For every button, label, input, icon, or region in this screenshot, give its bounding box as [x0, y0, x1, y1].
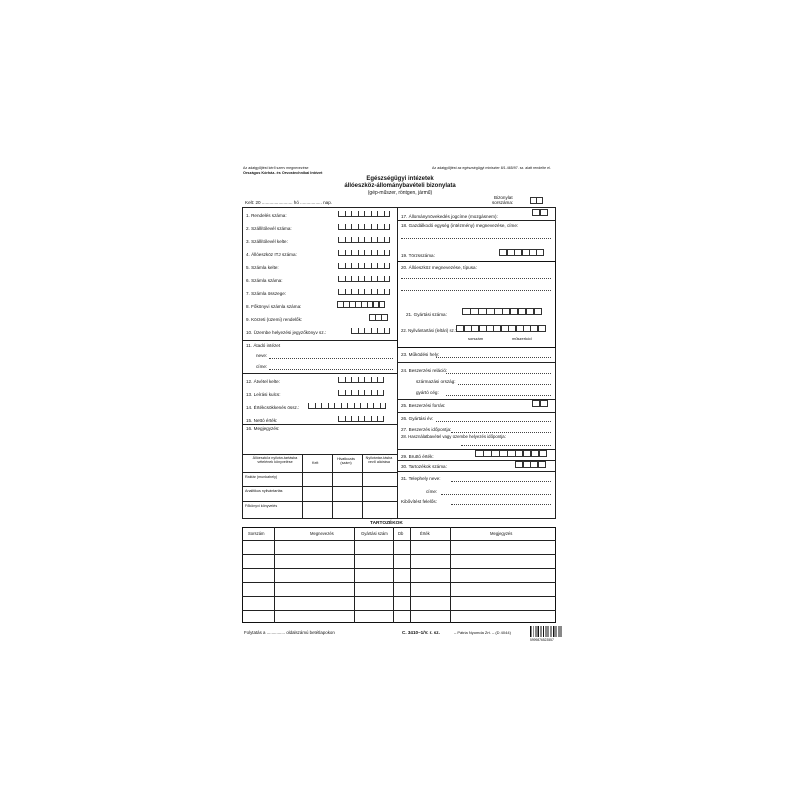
field-label: 10. Üzembe helyezési jegyzőkönyv sz.: [246, 330, 327, 335]
f20-line-2[interactable] [401, 290, 551, 291]
itj-szam-cells[interactable] [338, 250, 390, 256]
field-label: 1. Rendelés száma: [246, 213, 287, 218]
atado-neve-label: neve: [256, 353, 268, 358]
sig-row-raktar: Raktár (munkahely) [245, 475, 278, 479]
field-label: 14. Értékcsökkenés össz.: [246, 405, 300, 410]
f26-label: 26. Gyártási év: [401, 416, 434, 421]
kiboveso-line[interactable] [451, 504, 551, 505]
muszerkod-caption: műszerkód [512, 336, 532, 341]
f17-label: 17. Állománynövekedés jogcíme (mozgásnem): [401, 214, 498, 219]
f31-cime-label: címe: [426, 489, 438, 494]
szamla-osszege-cells[interactable] [338, 289, 390, 295]
field-label: 4. Állóeszköz ITJ száma: [246, 252, 297, 257]
form-title-1: Egészségügyi intézetek [366, 176, 434, 182]
printer-note: – Pátria Nyomda Zrt. – (D 4044) [454, 630, 511, 635]
ertekcsokkenes-cells[interactable] [308, 403, 386, 409]
gyarto-line[interactable] [446, 395, 551, 396]
requesting-org: Országos Kórház- és Orvostechnikai Intézet [243, 171, 323, 175]
f22-label: 22. Nyilvántartási (leltári) sz.: [401, 328, 457, 333]
tartozekok-header-db: Db [398, 531, 404, 536]
f27-line[interactable] [451, 432, 551, 433]
sorszam-caption: sorszám [468, 336, 484, 341]
kelt-date[interactable]: Kelt: 20 ........................ hó ................. nap. [245, 200, 333, 205]
f24-label: 24. Beszerzési reláció: [401, 368, 448, 373]
tartozekok-header-megjegyzes: Megjegyzés [490, 531, 513, 536]
atado-cime-label: címe: [256, 364, 268, 369]
f25-label: 25. Beszerzési forrás: [401, 403, 446, 408]
f30-cells[interactable] [516, 461, 546, 468]
atado-label: 11. Átadó intézet [246, 343, 281, 348]
f27-label: 27. Beszerzés időpontja: [401, 427, 452, 432]
field-label: 6. Számla száma: [246, 278, 283, 283]
f19-label: 19. Törzsszáma: [401, 253, 435, 258]
barcode-icon [530, 626, 562, 637]
tartozekok-title: TARTOZÉKOK [370, 521, 403, 526]
field-label: 7. Számla összege: [246, 291, 287, 296]
megjegyzes-label[interactable]: 16. Megjegyzés: [246, 426, 280, 431]
f21-label: 21. Gyártási száma: [406, 312, 447, 317]
sig-header-konyveles: Állóeszköz nyilván-tartásba vételének könyvelése [252, 456, 298, 465]
sorszama-label: sorszáma: [492, 200, 514, 205]
asset-identity-box [397, 261, 556, 348]
f21-cells[interactable] [463, 308, 542, 315]
szarmazasi-line[interactable] [458, 384, 551, 385]
tartozekok-header-ertek: Érték [420, 531, 430, 536]
field-label: 9. Körzeti (üzemi) rendelők: [246, 317, 303, 322]
szallitolevel-kelte-cells[interactable] [338, 237, 390, 243]
f22-cells[interactable] [457, 325, 546, 332]
f24-line[interactable] [446, 373, 551, 374]
bizonylat-label: Bizonylat [494, 195, 513, 200]
sig-header-kelt: Kelt [312, 461, 319, 465]
f20-line[interactable] [401, 278, 551, 279]
f29-label: 29. Bruttó érték: [401, 454, 434, 459]
rendeles-szama-cells[interactable] [338, 211, 390, 217]
form-code: C. 3410–1/V. r. sz. [402, 630, 440, 635]
szarmazasi-label: származási ország: [416, 379, 456, 384]
field-label: 2. Szállítólevél száma: [246, 226, 292, 231]
atvetel-kelte-cells[interactable] [338, 377, 384, 383]
korzeti-rendelok-cells[interactable] [370, 314, 388, 321]
gyarto-label: gyártó cég: [416, 390, 439, 395]
form-subtitle: (gép-műszer, röntgen, jármű) [367, 190, 433, 196]
field-label: 8. Főkönyvi számla száma: [246, 304, 302, 309]
signature-table [242, 454, 397, 519]
ordinance-note: Az adatgyűjtést az egészségügyi miniszter 8/1.465/97. sz. alatt rendelte el. [432, 166, 551, 170]
form-sheet [236, 160, 564, 650]
folytatas-note: Folytatás a ............... oldalszámú betétlapokon [244, 630, 335, 635]
field-label: 3. Szállítólevél kelte: [246, 239, 288, 244]
document-number-cells[interactable] [531, 197, 543, 204]
field-label: 13. Leírási kulcs: [246, 392, 281, 397]
f26-line[interactable] [436, 421, 551, 422]
barcode-number: 5999876523557 [530, 638, 554, 642]
jegyzokonyv-cells[interactable] [351, 328, 390, 334]
requesting-body-note: Az adatgyűjtést kérő szerv megnevezése [243, 166, 309, 170]
f23-label: 23. Működési hely: [401, 352, 440, 357]
sig-header-hivatkozas: Hivatkozás (szám) [336, 457, 356, 466]
fokonyvi-szamla-cells[interactable] [338, 301, 385, 308]
sig-row-analitikus: Analitikus nyilvántartás [245, 489, 283, 493]
netto-ertek-cells[interactable] [338, 416, 384, 422]
kiboveso-label: Kibővítést felelős: [401, 499, 438, 504]
center-divider [397, 207, 398, 519]
f31-line[interactable] [451, 481, 551, 482]
f28-label: 28. Használatbavétel vagy üzembe helyezés időpontja: [401, 434, 506, 439]
f17-cells[interactable] [533, 209, 548, 216]
form-title-2: állóeszköz-állománybavételi bizonylata [344, 183, 456, 189]
tartozekok-header-megnevezes: Megnevezés [310, 531, 334, 536]
leirasi-kulcs-cells[interactable] [338, 390, 384, 396]
atado-cime-line[interactable] [269, 369, 393, 370]
tartozekok-header-gyartasi-szam: Gyártási szám [361, 531, 388, 536]
f28-line[interactable] [461, 445, 551, 446]
field-label: 15. Nettó érték: [246, 418, 278, 423]
tartozekok-table [242, 527, 556, 623]
f31-cime-line[interactable] [441, 494, 551, 495]
f18-label: 18. Gazdálkodó egység (intézmény) megnevezése, címe: [401, 223, 519, 228]
field-label: 12. Átvétel kelte: [246, 379, 280, 384]
tartozekok-header-sorszam: Sorszám [248, 531, 265, 536]
sig-row-fokonyvi: Főkönyvi könyvelés [245, 504, 278, 508]
f25-cells[interactable] [533, 400, 548, 407]
atado-neve-line[interactable] [269, 358, 393, 359]
szamla-kelte-cells[interactable] [338, 263, 390, 269]
field-label: 5. Számla kelte: [246, 265, 279, 270]
sig-header-alairas: Nyilvántar-tásba vevő aláírása [365, 456, 393, 465]
f23-line[interactable] [436, 357, 551, 358]
f19-cells[interactable] [500, 249, 544, 256]
f20-label: 20. Állóeszköz megnevezése, típusa: [401, 265, 477, 270]
szamla-szama-cells[interactable] [338, 276, 390, 282]
f18-line[interactable] [401, 238, 551, 239]
f29-cells[interactable] [476, 450, 547, 457]
f30-label: 30. Tartozékok száma: [401, 464, 447, 469]
szallitolevel-szama-cells[interactable] [338, 224, 390, 230]
f31-label: 31. Telephely neve: [401, 476, 441, 481]
